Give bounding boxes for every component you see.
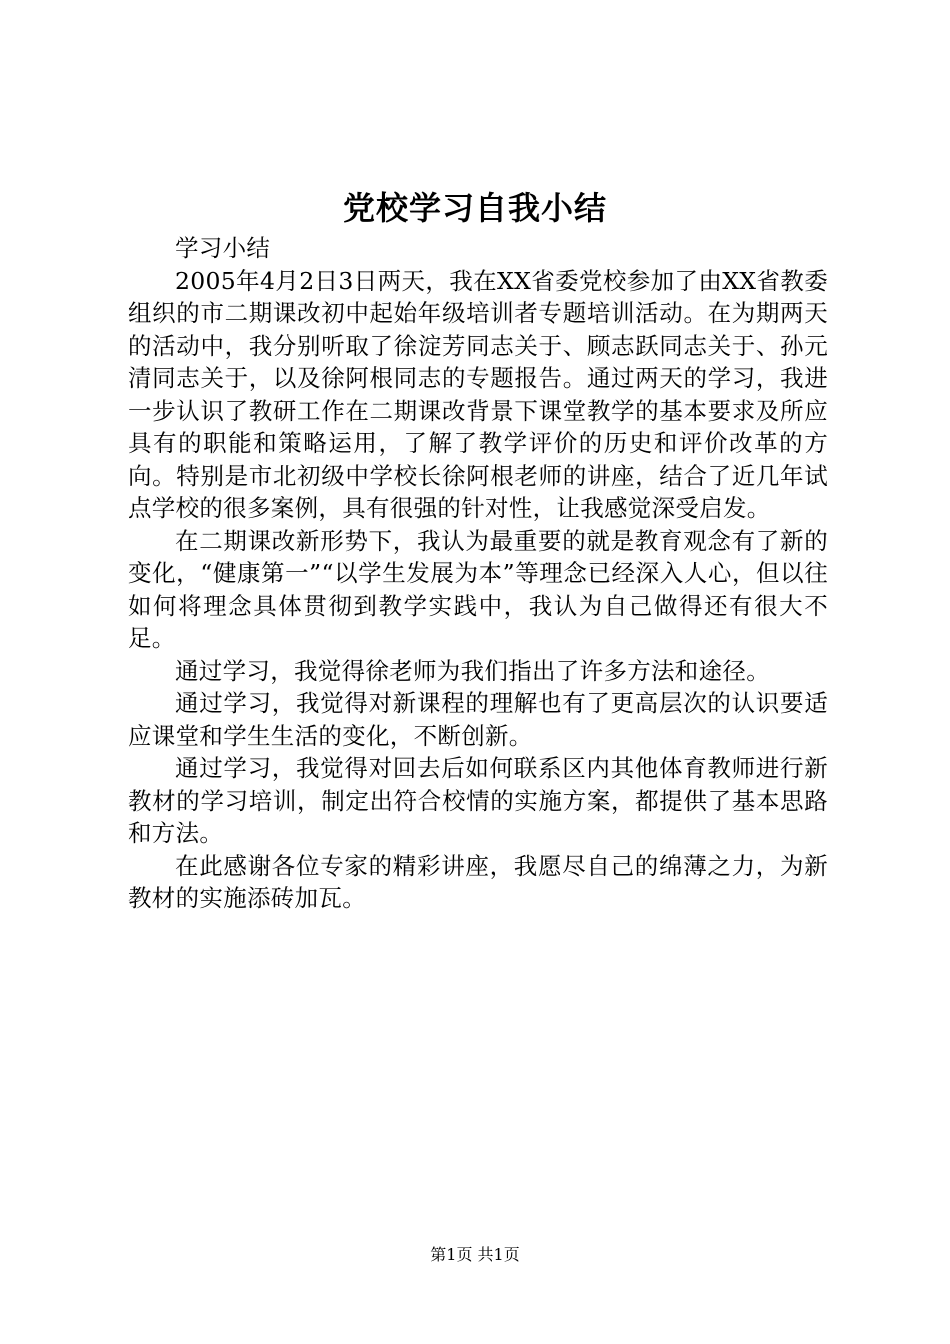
page-footer: 第1页 共1页 — [430, 1245, 520, 1264]
paragraph-training-plan: 通过学习，我觉得对回去后如何联系区内其他体育教师进行新教材的学习培训，制定出符合校情的实施方案，都提供了基本思路和方法。 — [128, 754, 828, 847]
document-title: 党校学习自我小结 — [342, 189, 607, 227]
paragraph-methods: 通过学习，我觉得徐老师为我们指出了许多方法和途径。 — [175, 656, 770, 685]
paragraph-new-concepts: 在二期课改新形势下，我认为最重要的就是教育观念有了新的变化，“健康第一”“以学生发展为本”等理念已经深入人心，但以往如何将理念具体贯彻到教学实践中，我认为自己做得还有很大不足。 — [128, 526, 828, 652]
paragraph-training-summary: 2005年4月2日3日两天，我在XX省委党校参加了由XX省教委组织的市二期课改初中起始年级培训者专题培训活动。在为期两天的活动中，我分别听取了徐淀芳同志关于、顾志跃同志关于、孙元清同志关于，以及徐阿根同志的专题报告。通过两天的学习，我进一步认识了教研工作在二期课改背景下课堂教学的基本要求及所应具有的职能和策略运用，了解了教学评价的历史和评价改革的方向。特别是市北初级中学校长徐阿根老师的讲座，结合了近几年试点学校的很多案例，具有很强的针对性，让我感觉深受启发。 — [128, 266, 828, 522]
paragraph-subtitle: 学习小结 — [175, 234, 271, 262]
paragraph-thanks: 在此感谢各位专家的精彩讲座，我愿尽自己的绵薄之力，为新教材的实施添砖加瓦。 — [128, 851, 828, 912]
document-body — [128, 232, 828, 915]
paragraph-understanding: 通过学习，我觉得对新课程的理解也有了更高层次的认识要适应课堂和学生生活的变化，不断创新。 — [128, 689, 828, 750]
